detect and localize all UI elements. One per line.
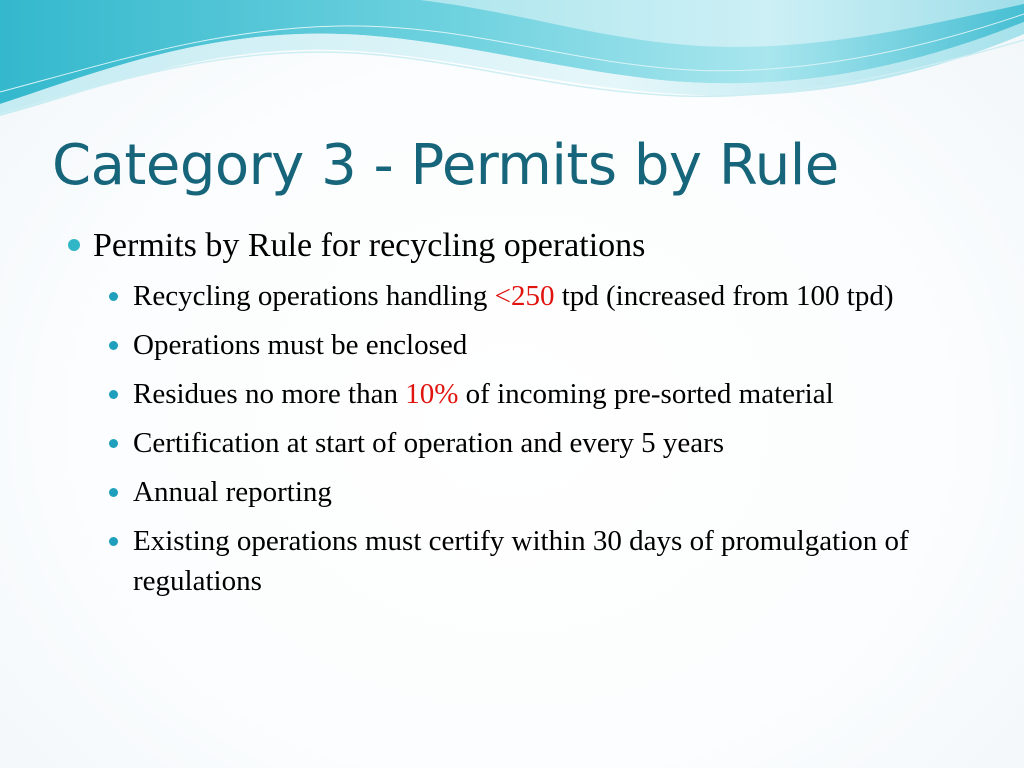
highlight-text: 10% (405, 378, 459, 410)
sub-bullet-item (108, 423, 996, 463)
sub-bullet-text-after: tpd (increased from 100 tpd) (554, 280, 894, 312)
highlight-text: <250 (494, 280, 555, 312)
sub-bullet-item (108, 472, 996, 512)
sub-bullet-text: Recycling operations handling (133, 280, 495, 312)
slide-content (66, 224, 996, 610)
sub-bullet-item (108, 325, 996, 365)
sub-bullet-dot-icon (109, 390, 118, 399)
sub-bullet-text: Annual reporting (133, 476, 332, 508)
bullet-dot-icon (68, 239, 80, 251)
sub-bullet-dot-icon (109, 537, 118, 546)
bullet-text: Permits by Rule for recycling operations (93, 227, 646, 264)
sub-bullet-text: Existing operations must certify within 30 days of promulgation of regulations (133, 525, 909, 597)
sub-bullet-dot-icon (109, 439, 118, 448)
sub-bullet-item (108, 276, 996, 316)
sub-bullet-text: Certification at start of operation and every 5 years (133, 427, 725, 459)
sub-bullet-list (66, 276, 996, 601)
sub-bullet-dot-icon (109, 488, 118, 497)
sub-bullet-text-after: of incoming pre-sorted material (458, 378, 834, 410)
sub-bullet-item (108, 374, 996, 414)
wave-decoration (0, 0, 1024, 130)
bullet-level1 (66, 224, 996, 268)
sub-bullet-dot-icon (109, 292, 118, 301)
sub-bullet-text: Operations must be enclosed (133, 329, 468, 361)
slide-title: Category 3 - Permits by Rule (52, 133, 839, 198)
sub-bullet-dot-icon (109, 341, 118, 350)
sub-bullet-text: Residues no more than (133, 378, 406, 410)
sub-bullet-item (108, 521, 996, 601)
